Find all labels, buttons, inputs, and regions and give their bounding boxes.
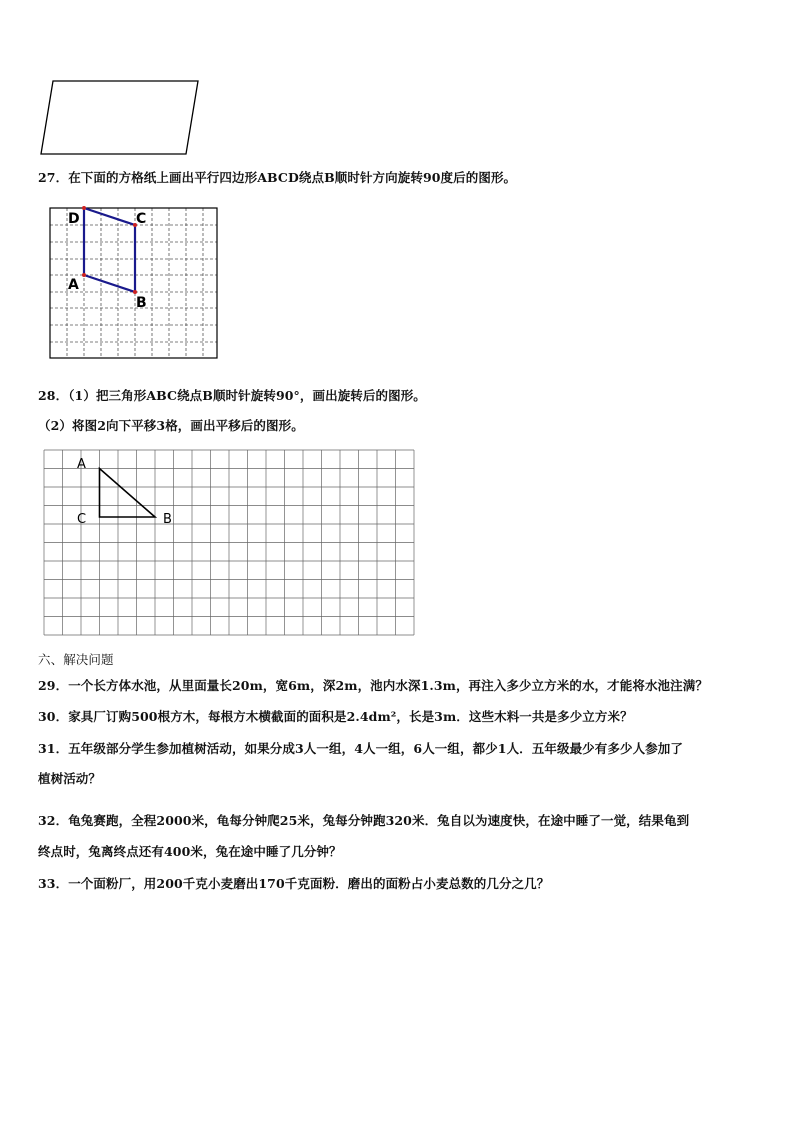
label-c: C [136,211,147,227]
question-27: 27．在下面的方格纸上画出平行四边形ABCD绕点B顺时针方向旋转90度后的图形。 [38,170,517,185]
label-c: C [77,512,87,527]
label-b: B [163,512,172,527]
triangle-abc [100,469,156,518]
q28-grid-figure [42,448,416,638]
label-a: A [68,277,79,293]
point-d [82,206,86,210]
question-32-line-2: 终点时，兔离终点还有400米，兔在途中睡了几分钟？ [38,844,342,859]
question-31-line-2: 植树活动？ [38,771,102,786]
label-b: B [136,295,147,311]
question-30: 30．家具厂订购500根方木，每根方木横截面的面积是2.4dm²，长是3m．这些木料一共是多少立方米？ [38,709,633,724]
question-29: 29．一个长方体水池，从里面量长20m，宽6m，深2m，池内水深1.3m，再注入多少立方米的水，才能将水池注满？ [38,678,708,693]
question-28-part-2: （2）将图2向下平移3格，画出平移后的图形。 [38,418,304,433]
point-b [133,290,137,294]
question-28-part-1: 28．（1）把三角形ABC绕点B顺时针旋转90°，画出旋转后的图形。 [38,388,426,403]
parallelogram-figure [38,78,202,158]
question-31-line-1: 31．五年级部分学生参加植树活动，如果分成3人一组，4人一组，6人一组，都少1人．五年级最少有多少人参加了 [38,741,683,756]
section-title: 六、解决问题 [38,652,114,667]
label-a: A [77,457,86,472]
question-33: 33．一个面粉厂，用200千克小麦磨出170千克面粉．磨出的面粉占小麦总数的几分之几？ [38,876,550,891]
question-32-line-1: 32．龟兔赛跑，全程2000米，龟每分钟爬25米，兔每分钟跑320米．兔自以为速度快，在途中睡了一觉，结果龟到 [38,813,690,828]
parallelogram-abcd [84,208,135,292]
label-d: D [68,211,80,227]
point-a [82,273,86,277]
q27-grid-figure [48,206,220,362]
